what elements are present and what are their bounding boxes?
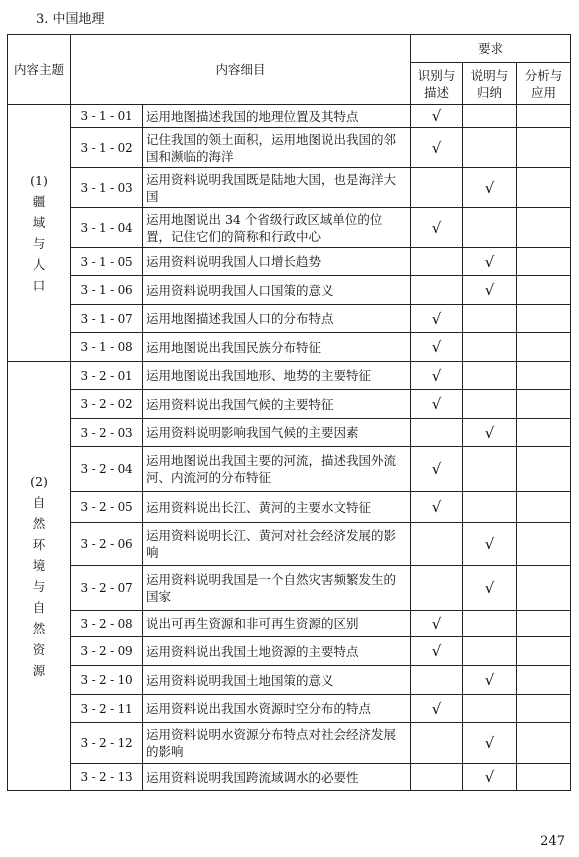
empty-requirement-cell xyxy=(411,276,463,305)
empty-requirement-cell xyxy=(517,333,571,362)
topic-char: 自 xyxy=(32,600,46,615)
header-level-identify xyxy=(411,63,463,105)
topic-char: 然 xyxy=(32,516,46,531)
header-level-explain-line2: 归纳 xyxy=(477,84,503,100)
curriculum-table xyxy=(7,34,571,791)
item-content: 运用资料说出我国水资源时空分布的特点 xyxy=(143,695,411,723)
topic-char: 环 xyxy=(32,537,46,552)
table-body xyxy=(8,105,571,791)
item-content: 运用资料说明水资源分布特点对社会经济发展的影响 xyxy=(143,723,411,764)
check-mark-icon: √ xyxy=(411,447,463,492)
table-row xyxy=(8,447,571,492)
item-content: 运用资料说明我国跨流域调水的必要性 xyxy=(143,764,411,791)
item-code: 3 - 1 - 05 xyxy=(71,248,143,276)
empty-requirement-cell xyxy=(411,666,463,695)
empty-requirement-cell xyxy=(517,666,571,695)
item-content: 运用资料说明影响我国气候的主要因素 xyxy=(143,419,411,447)
header-level-explain xyxy=(463,63,517,105)
topic-char: 与 xyxy=(32,236,46,251)
check-mark-icon: √ xyxy=(411,637,463,666)
empty-requirement-cell xyxy=(463,333,517,362)
topic-number: (1) xyxy=(30,173,48,188)
topic-char: 境 xyxy=(32,558,46,573)
topic-char: 疆 xyxy=(32,194,46,209)
empty-requirement-cell xyxy=(517,276,571,305)
item-code: 3 - 2 - 13 xyxy=(71,764,143,791)
table-row xyxy=(8,695,571,723)
item-content: 运用资料说明我国土地国策的意义 xyxy=(143,666,411,695)
topic-char: 口 xyxy=(32,278,46,293)
item-content: 运用资料说明长江、黄河对社会经济发展的影响 xyxy=(143,523,411,566)
check-mark-icon: √ xyxy=(411,390,463,419)
topic-char: 资 xyxy=(32,642,46,657)
item-content: 运用资料说出我国土地资源的主要特点 xyxy=(143,637,411,666)
empty-requirement-cell xyxy=(517,611,571,637)
check-mark-icon: √ xyxy=(463,523,517,566)
empty-requirement-cell xyxy=(517,208,571,248)
header-level-identify-line2: 描述 xyxy=(424,84,450,100)
check-mark-icon: √ xyxy=(463,419,517,447)
table-row xyxy=(8,248,571,276)
item-content: 运用地图说出 34 个省级行政区域单位的位置，记住它们的简称和行政中心 xyxy=(143,208,411,248)
check-mark-icon: √ xyxy=(411,611,463,637)
header-level-explain-line1: 说明与 xyxy=(470,67,509,83)
check-mark-icon: √ xyxy=(463,248,517,276)
topic-number: (2) xyxy=(30,474,48,489)
empty-requirement-cell xyxy=(411,248,463,276)
empty-requirement-cell xyxy=(463,105,517,128)
check-mark-icon: √ xyxy=(463,723,517,764)
table-row xyxy=(8,362,571,390)
item-content: 运用资料说明我国既是陆地大国，也是海洋大国 xyxy=(143,168,411,208)
item-code: 3 - 1 - 01 xyxy=(71,105,143,128)
item-code: 3 - 1 - 03 xyxy=(71,168,143,208)
item-code: 3 - 2 - 01 xyxy=(71,362,143,390)
table-row xyxy=(8,390,571,419)
item-content: 运用资料说出长江、黄河的主要水文特征 xyxy=(143,492,411,523)
check-mark-icon: √ xyxy=(411,208,463,248)
check-mark-icon: √ xyxy=(411,362,463,390)
header-level-analyze-line2: 应用 xyxy=(531,84,557,100)
table-row xyxy=(8,637,571,666)
item-code: 3 - 2 - 09 xyxy=(71,637,143,666)
empty-requirement-cell xyxy=(463,305,517,333)
topic-char: 与 xyxy=(32,579,46,594)
check-mark-icon: √ xyxy=(411,128,463,168)
table-row xyxy=(8,611,571,637)
table-row xyxy=(8,168,571,208)
item-content: 运用地图说出我国民族分布特征 xyxy=(143,333,411,362)
item-code: 3 - 2 - 02 xyxy=(71,390,143,419)
item-code: 3 - 1 - 04 xyxy=(71,208,143,248)
header-level-identify-line1: 识别与 xyxy=(417,67,456,83)
empty-requirement-cell xyxy=(517,248,571,276)
empty-requirement-cell xyxy=(463,447,517,492)
item-code: 3 - 1 - 02 xyxy=(71,128,143,168)
item-content: 运用资料说出我国气候的主要特征 xyxy=(143,390,411,419)
item-content: 运用地图说出我国地形、地势的主要特征 xyxy=(143,362,411,390)
topic-char: 人 xyxy=(32,257,46,272)
item-content: 运用资料说明我国人口国策的意义 xyxy=(143,276,411,305)
topic-cell xyxy=(8,362,71,791)
empty-requirement-cell xyxy=(517,566,571,611)
empty-requirement-cell xyxy=(517,105,571,128)
empty-requirement-cell xyxy=(517,390,571,419)
item-code: 3 - 2 - 05 xyxy=(71,492,143,523)
item-content: 运用资料说明我国是一个自然灾害频繁发生的国家 xyxy=(143,566,411,611)
item-code: 3 - 1 - 07 xyxy=(71,305,143,333)
check-mark-icon: √ xyxy=(411,695,463,723)
topic-char: 源 xyxy=(32,663,46,678)
empty-requirement-cell xyxy=(517,723,571,764)
check-mark-icon: √ xyxy=(463,764,517,791)
check-mark-icon: √ xyxy=(411,305,463,333)
empty-requirement-cell xyxy=(517,492,571,523)
empty-requirement-cell xyxy=(411,168,463,208)
empty-requirement-cell xyxy=(517,168,571,208)
header-requirements: 要求 xyxy=(411,35,571,63)
item-content: 运用地图说出我国主要的河流，描述我国外流河、内流河的分布特征 xyxy=(143,447,411,492)
item-code: 3 - 2 - 08 xyxy=(71,611,143,637)
table-row xyxy=(8,128,571,168)
item-code: 3 - 2 - 04 xyxy=(71,447,143,492)
section-title: 3. 中国地理 xyxy=(36,12,105,27)
page-number: 247 xyxy=(540,834,565,849)
table-row xyxy=(8,305,571,333)
item-content: 运用地图描述我国的地理位置及其特点 xyxy=(143,105,411,128)
item-code: 3 - 2 - 10 xyxy=(71,666,143,695)
table-row xyxy=(8,276,571,305)
check-mark-icon: √ xyxy=(411,492,463,523)
topic-cell xyxy=(8,105,71,362)
header-topic: 内容主题 xyxy=(8,35,71,105)
check-mark-icon: √ xyxy=(411,105,463,128)
empty-requirement-cell xyxy=(517,637,571,666)
empty-requirement-cell xyxy=(463,695,517,723)
item-content: 记住我国的领土面积，运用地图说出我国的邻国和濒临的海洋 xyxy=(143,128,411,168)
empty-requirement-cell xyxy=(517,362,571,390)
item-content: 运用地图描述我国人口的分布特点 xyxy=(143,305,411,333)
table-row xyxy=(8,333,571,362)
empty-requirement-cell xyxy=(411,419,463,447)
item-code: 3 - 1 - 06 xyxy=(71,276,143,305)
table-row xyxy=(8,566,571,611)
empty-requirement-cell xyxy=(463,637,517,666)
empty-requirement-cell xyxy=(463,390,517,419)
table-row xyxy=(8,492,571,523)
item-code: 3 - 2 - 11 xyxy=(71,695,143,723)
empty-requirement-cell xyxy=(463,208,517,248)
empty-requirement-cell xyxy=(463,128,517,168)
empty-requirement-cell xyxy=(411,523,463,566)
empty-requirement-cell xyxy=(411,764,463,791)
item-code: 3 - 2 - 06 xyxy=(71,523,143,566)
table-row xyxy=(8,419,571,447)
empty-requirement-cell xyxy=(411,723,463,764)
topic-char: 然 xyxy=(32,621,46,636)
check-mark-icon: √ xyxy=(463,276,517,305)
item-code: 3 - 2 - 07 xyxy=(71,566,143,611)
topic-char: 域 xyxy=(32,215,46,230)
empty-requirement-cell xyxy=(463,362,517,390)
table-row xyxy=(8,105,571,128)
empty-requirement-cell xyxy=(517,764,571,791)
check-mark-icon: √ xyxy=(411,333,463,362)
empty-requirement-cell xyxy=(517,447,571,492)
empty-requirement-cell xyxy=(517,128,571,168)
header-level-analyze-line1: 分析与 xyxy=(524,67,563,83)
table-row xyxy=(8,666,571,695)
item-content: 运用资料说明我国人口增长趋势 xyxy=(143,248,411,276)
topic-char: 自 xyxy=(32,495,46,510)
table-row xyxy=(8,723,571,764)
empty-requirement-cell xyxy=(517,523,571,566)
item-content: 说出可再生资源和非可再生资源的区别 xyxy=(143,611,411,637)
item-code: 3 - 1 - 08 xyxy=(71,333,143,362)
table-row xyxy=(8,764,571,791)
empty-requirement-cell xyxy=(517,419,571,447)
header-level-analyze xyxy=(517,63,571,105)
empty-requirement-cell xyxy=(463,611,517,637)
check-mark-icon: √ xyxy=(463,566,517,611)
empty-requirement-cell xyxy=(411,566,463,611)
empty-requirement-cell xyxy=(517,305,571,333)
check-mark-icon: √ xyxy=(463,666,517,695)
empty-requirement-cell xyxy=(517,695,571,723)
item-code: 3 - 2 - 03 xyxy=(71,419,143,447)
check-mark-icon: √ xyxy=(463,168,517,208)
table-row xyxy=(8,208,571,248)
item-code: 3 - 2 - 12 xyxy=(71,723,143,764)
table-row xyxy=(8,523,571,566)
header-detail: 内容细目 xyxy=(71,35,411,105)
empty-requirement-cell xyxy=(463,492,517,523)
